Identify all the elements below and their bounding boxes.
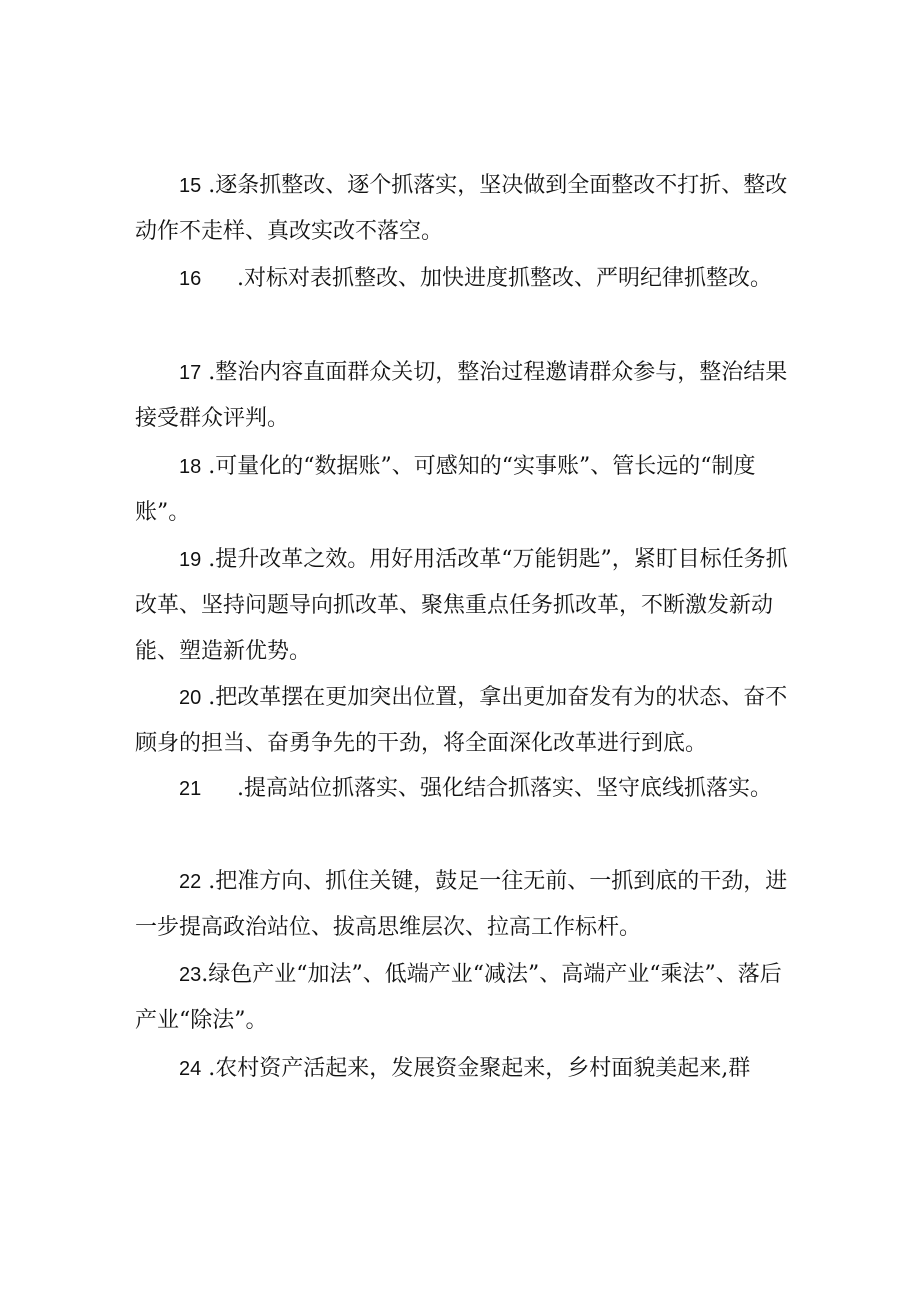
list-item-18	[135, 444, 795, 536]
item-text: .把改革摆在更加突出位置，拿出更加奋发有为的状态、奋不顾身的担当、奋勇争先的干劲，将全面深化改革进行到底。	[135, 685, 788, 756]
list-item-19	[135, 537, 795, 675]
item-text: .可量化的“数据账”、可感知的“实事账”、管长远的“制度账”。	[135, 454, 756, 525]
item-number: 19	[179, 549, 202, 571]
list-item-24	[135, 1046, 795, 1092]
list-item-15	[135, 163, 795, 255]
item-text: .整治内容直面群众关切，整治过程邀请群众参与，整治结果接受群众评判。	[135, 360, 788, 431]
list-item-17	[135, 350, 795, 442]
list-item-20	[135, 675, 795, 767]
item-number: 16	[179, 268, 202, 290]
item-number: 24	[179, 1058, 202, 1080]
item-number: 18	[179, 456, 202, 478]
list-item-22	[135, 859, 795, 951]
list-item-16	[135, 256, 795, 302]
item-text: .提升改革之效。用好用活改革“万能钥匙”，紧盯目标任务抓改革、坚持问题导向抓改革、聚焦重点任务抓改革，不断激发新动能、塑造新优势。	[135, 547, 788, 664]
item-text: .逐条抓整改、逐个抓落实，坚决做到全面整改不打折、整改动作不走样、真改实改不落空。	[135, 173, 788, 244]
item-number: 15	[179, 175, 202, 197]
item-number: 23	[179, 964, 202, 986]
item-text: .农村资产活起来，发展资金聚起来，乡村面貌美起来,群	[201, 1056, 751, 1081]
list-item-23	[135, 952, 795, 1044]
item-number: 21	[179, 778, 202, 800]
item-number: 22	[179, 871, 202, 893]
item-number: 20	[179, 687, 202, 709]
item-text: .提高站位抓落实、强化结合抓落实、坚守底线抓落实。	[237, 776, 772, 801]
item-text: .把准方向、抓住关键，鼓足一往无前、一抓到底的干劲，进一步提高政治站位、拔高思维层次、拉高工作标杆。	[135, 869, 788, 940]
item-text: .绿色产业“加法”、低端产业“减法”、高端产业“乘法”、落后产业“除法”。	[135, 962, 782, 1033]
item-text: .对标对表抓整改、加快进度抓整改、严明纪律抓整改。	[237, 266, 772, 291]
list-item-21	[135, 766, 795, 812]
item-number: 17	[179, 362, 202, 384]
